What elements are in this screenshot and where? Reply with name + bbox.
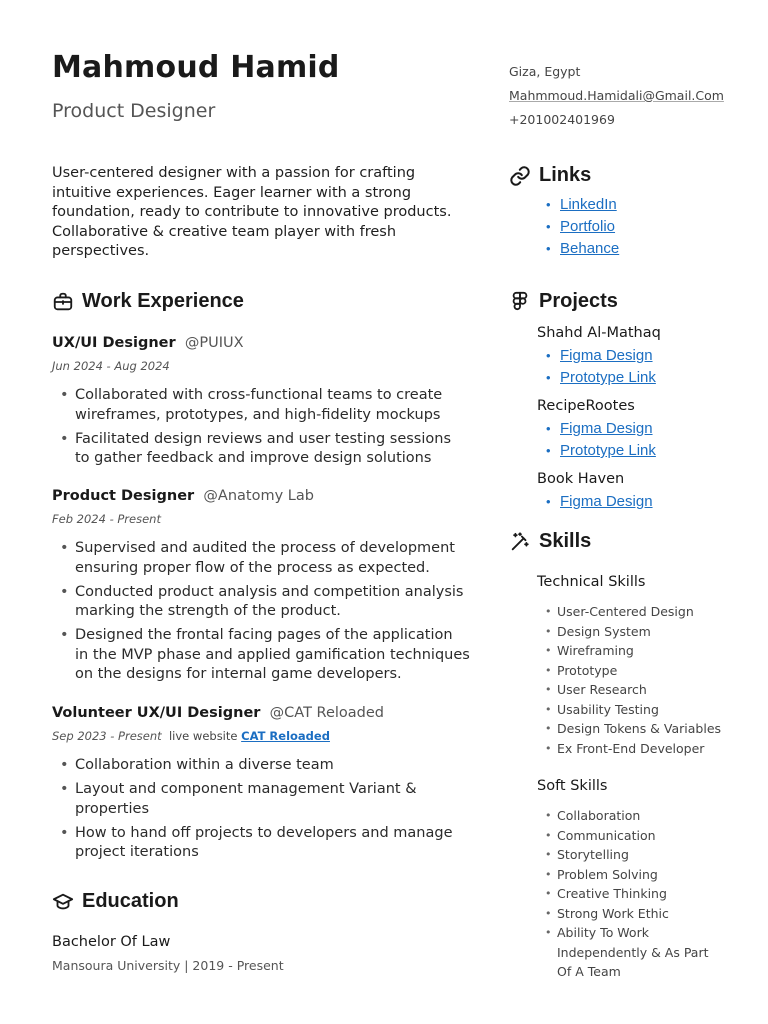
prototype-link[interactable]: Prototype Link	[560, 442, 656, 459]
figma-design-link[interactable]: Figma Design	[560, 347, 653, 364]
list-item: • Strong Work Ethic	[545, 904, 720, 924]
list-item	[546, 194, 619, 216]
work-experience-heading	[52, 290, 244, 313]
contact-location: Giza, Egypt	[509, 64, 581, 79]
project-name: Shahd Al-Mathaq	[537, 325, 661, 341]
job-bullets-puiux	[60, 386, 470, 473]
list-item: • Design Tokens & Variables	[545, 719, 745, 739]
project-name: Book Haven	[537, 471, 625, 487]
project-name: RecipeRootes	[537, 398, 635, 414]
linkedin-link[interactable]: LinkedIn	[560, 196, 617, 213]
list-item: • Collaboration within a diverse team	[60, 756, 470, 776]
work-experience-title: Work Experience	[82, 290, 244, 312]
figma-design-link[interactable]: Figma Design	[560, 420, 653, 437]
technical-skills-list	[545, 602, 745, 758]
graduation-cap-icon	[52, 891, 74, 913]
list-item: • Collaboration	[545, 806, 720, 826]
profile-summary: User-centered designer with a passion for crafting intuitive experiences. Eager learner with a strong foundation, ready to contribute to innovative products. Collaborative & creative team player with fresh perspectives.	[52, 165, 452, 259]
list-item: • Creative Thinking	[545, 884, 720, 904]
degree-title: Bachelor Of Law	[52, 934, 171, 950]
education-heading	[52, 890, 179, 913]
list-item: • Storytelling	[545, 845, 720, 865]
job-role: UX/UI Designer	[52, 335, 176, 351]
projects-title: Projects	[539, 290, 618, 312]
job-date: Feb 2024 - Present	[52, 512, 161, 526]
education-title: Education	[82, 890, 179, 912]
magic-wand-icon	[509, 531, 531, 553]
list-item	[546, 418, 656, 440]
links-heading	[509, 164, 591, 187]
job-role: Product Designer	[52, 488, 195, 504]
job-date: Jun 2024 - Aug 2024	[52, 359, 170, 373]
cat-reloaded-link[interactable]: CAT Reloaded	[241, 729, 330, 743]
list-item: • Layout and component management Variant & properties	[60, 780, 470, 819]
job-title-cat-reloaded	[52, 705, 384, 721]
list-item: • Supervised and audited the process of development ensuring proper flow of the process as expected.	[60, 539, 470, 578]
list-item: • Prototype	[545, 661, 745, 681]
job-title-anatomy-lab	[52, 488, 314, 504]
degree-detail: Mansoura University | 2019 - Present	[52, 958, 284, 973]
list-item: • Usability Testing	[545, 700, 745, 720]
list-item	[546, 491, 653, 513]
live-website-label: live website	[168, 729, 238, 743]
list-item: • Facilitated design reviews and user testing sessions to gather feedback and improve design solutions	[60, 430, 470, 469]
job-company: @Anatomy Lab	[203, 488, 314, 504]
job-title-puiux	[52, 335, 244, 351]
job-company: @CAT Reloaded	[269, 705, 384, 721]
list-item: • Ability To Work Independently & As Part Of A Team	[545, 923, 720, 982]
briefcase-icon	[52, 291, 74, 313]
list-item: • User Research	[545, 680, 745, 700]
job-role: Volunteer UX/UI Designer	[52, 705, 261, 721]
list-item: • Problem Solving	[545, 865, 720, 885]
job-bullets-anatomy-lab	[60, 539, 470, 689]
candidate-role: Product Designer	[52, 100, 216, 122]
project-links	[546, 491, 653, 513]
prototype-link[interactable]: Prototype Link	[560, 369, 656, 386]
technical-skills-heading: Technical Skills	[537, 574, 646, 590]
list-item: • How to hand off projects to developers and manage project iterations	[60, 824, 470, 863]
list-item: • User-Centered Design	[545, 602, 745, 622]
job-company: @PUIUX	[184, 335, 244, 351]
contact-phone: +201002401969	[509, 112, 615, 127]
portfolio-link[interactable]: Portfolio	[560, 218, 616, 235]
figma-icon	[509, 291, 531, 313]
contact-email[interactable]: Mahmmoud.Hamidali@Gmail.Com	[509, 88, 724, 103]
link-icon	[509, 165, 531, 187]
list-item	[546, 440, 656, 462]
soft-skills-heading: Soft Skills	[537, 778, 608, 794]
list-item: • Wireframing	[545, 641, 745, 661]
skills-heading	[509, 530, 591, 553]
job-bullets-cat-reloaded	[60, 756, 470, 867]
job-date	[52, 729, 330, 743]
list-item	[546, 367, 656, 389]
list-item: • Conducted product analysis and competition analysis marking the strength of the product.	[60, 583, 470, 622]
list-item	[546, 345, 656, 367]
figma-design-link[interactable]: Figma Design	[560, 493, 653, 510]
behance-link[interactable]: Behance	[560, 240, 620, 257]
project-links	[546, 418, 656, 462]
project-links	[546, 345, 656, 389]
links-title: Links	[539, 164, 592, 186]
soft-skills-list	[545, 806, 720, 982]
links-list	[546, 194, 619, 260]
list-item: • Designed the frontal facing pages of the application in the MVP phase and applied gamification techniques on the designs for internal game developers.	[60, 626, 470, 685]
list-item	[546, 238, 619, 260]
list-item: • Design System	[545, 622, 745, 642]
candidate-name: Mahmoud Hamid	[52, 50, 340, 85]
projects-heading	[509, 290, 618, 313]
list-item: • Communication	[545, 826, 720, 846]
list-item: • Collaborated with cross-functional teams to create wireframes, prototypes, and high-fidelity mockups	[60, 386, 470, 425]
list-item	[546, 216, 619, 238]
list-item: • Ex Front-End Developer	[545, 739, 745, 759]
job-date-text: Sep 2023 - Present	[52, 729, 162, 743]
skills-title: Skills	[539, 530, 592, 552]
